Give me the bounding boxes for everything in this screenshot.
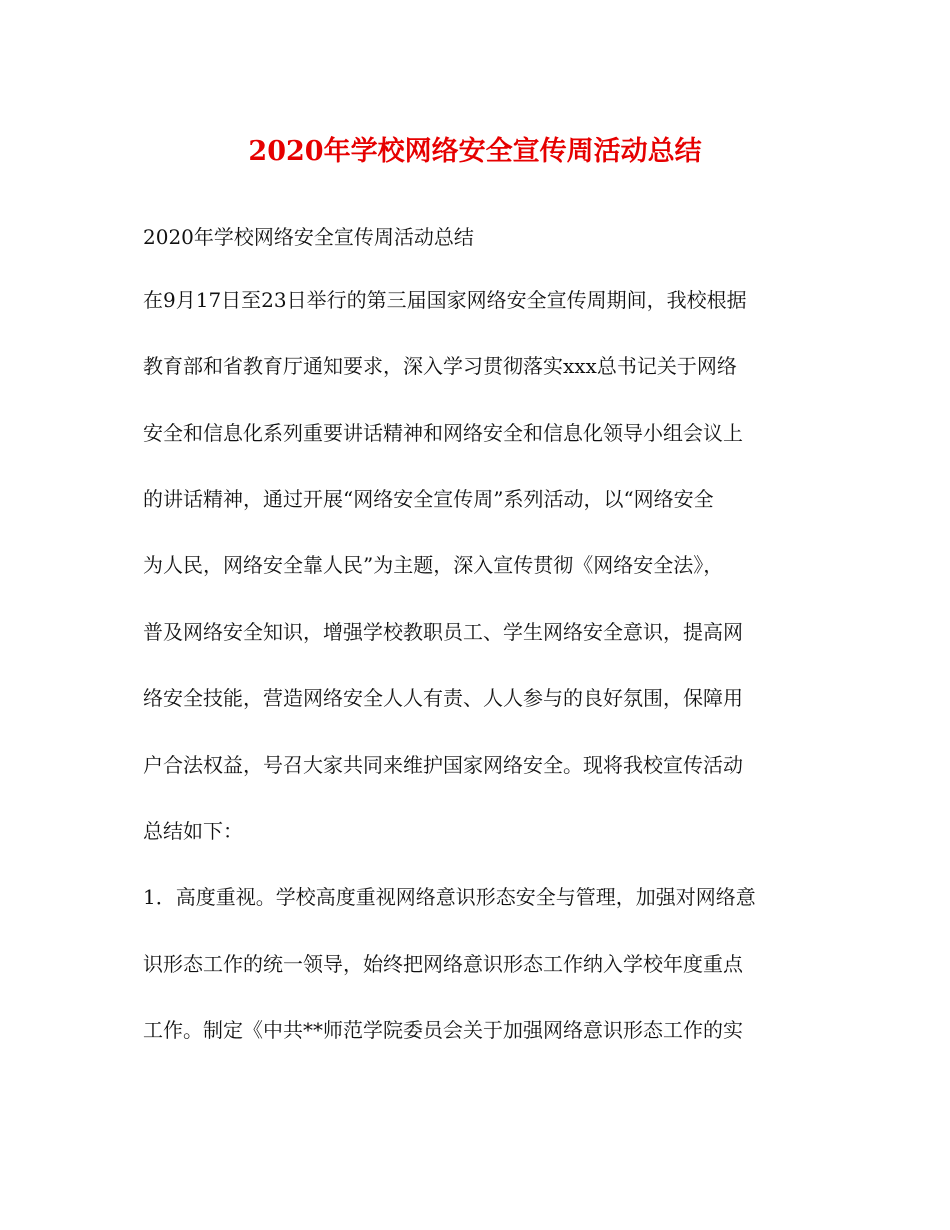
body-line: 在9月17日至23日举行的第三届国家网络安全宣传周期间，我校根据 [143,288,747,312]
body-line: 为人民，网络安全靠人民”为主题，深入宣传贯彻《网络安全法》， [143,553,724,577]
body-line: 1．高度重视。学校高度重视网络意识形态安全与管理，加强对网络意 [143,885,756,909]
body-line: 户合法权益，号召大家共同来维护国家网络安全。现将我校宣传活动 [143,753,743,777]
body-line: 教育部和省教育厅通知要求，深入学习贯彻落实xxx总书记关于网络 [143,354,737,378]
document-title: 2020年学校网络安全宣传周活动总结 [248,136,702,167]
body-line: 络安全技能，营造网络安全人人有责、人人参与的良好氛围，保障用 [143,686,743,710]
subtitle-line: 2020年学校网络安全宣传周活动总结 [143,225,474,249]
body-line: 安全和信息化系列重要讲话精神和网络安全和信息化领导小组会议上 [143,421,743,445]
body-line: 总结如下： [143,819,243,843]
body-line: 工作。制定《中共**师范学院委员会关于加强网络意识形态工作的实 [143,1018,743,1042]
body-line: 识形态工作的统一领导，始终把网络意识形态工作纳入学校年度重点 [143,952,743,976]
body-line: 普及网络安全知识，增强学校教职员工、学生网络安全意识，提高网 [143,620,743,644]
body-line: 的讲话精神，通过开展“网络安全宣传周”系列活动，以“网络安全 [143,487,714,511]
